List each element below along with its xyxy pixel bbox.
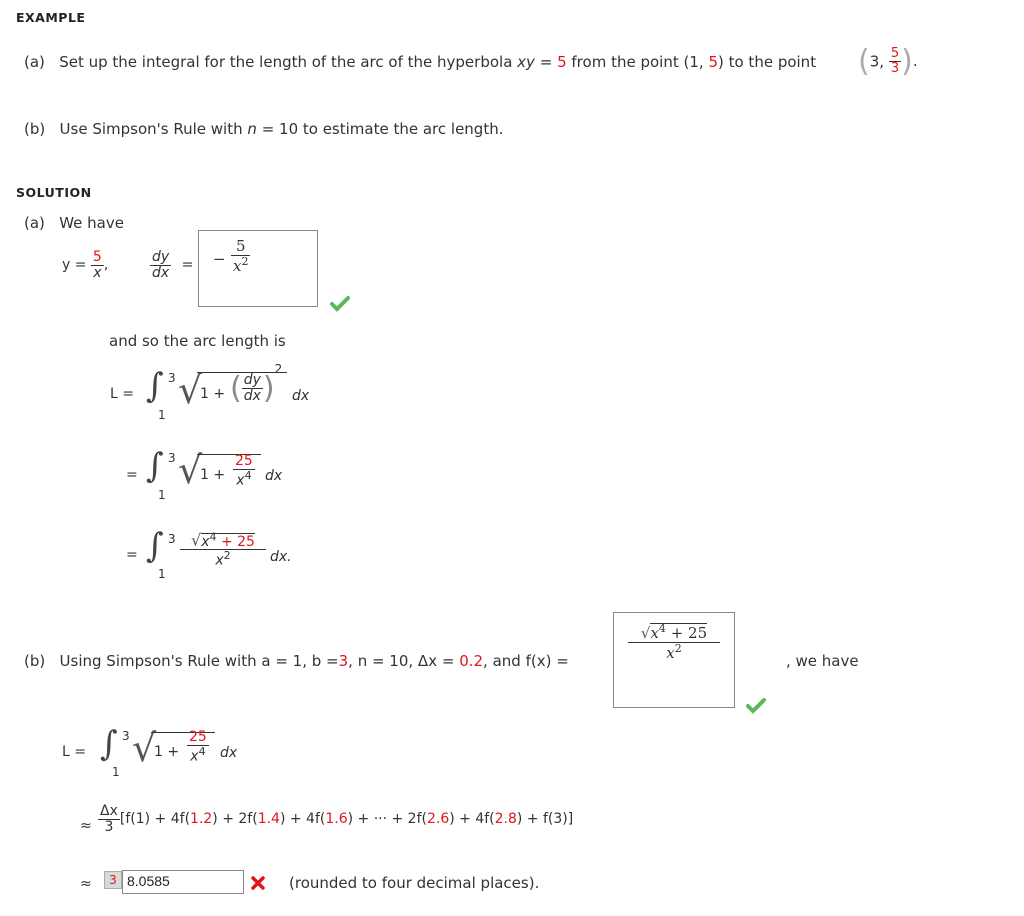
arc-length-input[interactable]: 8.0585 — [122, 870, 244, 894]
solution-header: SOLUTION — [16, 185, 92, 200]
endpoint: (3, $\frac{5}{3}$ ). — [858, 44, 918, 79]
we-have: , we have — [786, 652, 859, 670]
derivative-answer-box[interactable]: − $\frac{5}{x^2}$ — [198, 230, 318, 307]
sqrt-icon: √ — [132, 726, 157, 770]
cross-icon — [250, 875, 266, 891]
rounded-note: (rounded to four decimal places). — [289, 874, 540, 892]
problem-b: (b) Use Simpson's Rule with n = 10 to estimate the arc length. — [24, 120, 504, 138]
fx-answer-box[interactable] — [613, 612, 735, 708]
question-number-badge: 3 — [104, 871, 122, 889]
example-header: EXAMPLE — [16, 10, 86, 25]
part-a-label: (a) — [24, 53, 45, 71]
check-icon — [330, 296, 350, 312]
step3-fraction: $\frac{√x^4 + 25}{x^2}$ — [180, 531, 266, 569]
dydx-squared: ( $\frac{dy}{dx}$ )$^2$ — [230, 361, 283, 406]
endpoint-fraction: $\frac{5}{3}$ — [890, 46, 900, 76]
integral-sign: ∫ — [146, 366, 164, 406]
simpson-terms: [f(1) + 4f(1.2) + 2f(1.4) + 4f(1.6) + ··· + 2f(2.6) + 4f(2.8) + f(3)] — [119, 811, 574, 828]
y-fraction: $\frac{5}{x}$ — [92, 249, 102, 281]
arc-length-text: and so the arc length is — [109, 332, 286, 350]
derivative-answer: $\frac{5}{x^2}$ — [233, 237, 249, 275]
sqrt-icon: √ — [178, 368, 203, 412]
problem-a: (a) Set up the integral for the length of the arc of the hyperbola xy = 5 from the point (1, 5) to the point — [24, 53, 817, 71]
fx-answer: $\frac{√x^4 + 25}{x^2}$ — [628, 623, 720, 662]
simpson-line: $\frac{\Delta x}{3}$ [f(1) + 4f(1.2) + 2f(1.4) + 4f(1.6) + ··· + 2f(2.6) + 4f(2.8) + f(3)] — [100, 803, 574, 835]
y-equation: y = $\frac{5}{x}$ , — [62, 249, 109, 281]
L-equals: L = — [110, 386, 134, 402]
solution-b-intro: (b) Using Simpson's Rule with a = 1, b =3, n = 10, Δx = 0.2, and f(x) = — [24, 652, 569, 670]
dydx: $\frac{dy}{dx}$ = — [152, 249, 194, 281]
check-icon — [746, 698, 766, 714]
sqrt-icon: √ — [178, 448, 203, 492]
solution-a-intro: (a) We have — [24, 214, 124, 232]
